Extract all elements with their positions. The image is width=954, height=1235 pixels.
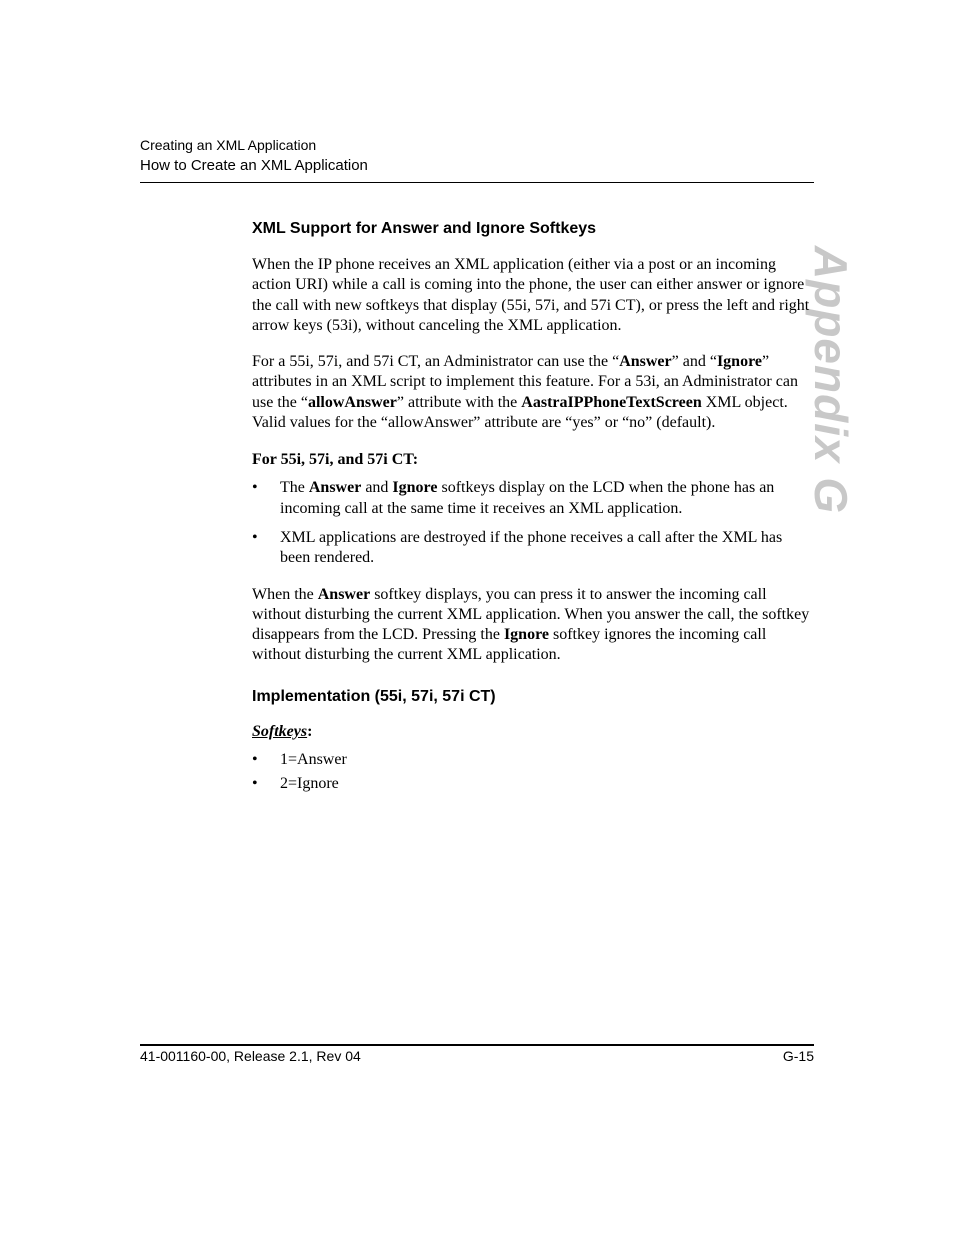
bullet-icon: • (252, 750, 258, 768)
section-heading: XML Support for Answer and Ignore Softkeys (252, 220, 597, 237)
models-bullet-list (252, 478, 814, 568)
softkeys-label: Softkeys: (252, 722, 313, 740)
list-item: • 1=Answer (252, 750, 347, 768)
softkeys-list (252, 750, 814, 794)
subheading-models: For 55i, 57i, and 57i CT: (252, 451, 419, 469)
list-item: • The Answer and Ignore softkeys display on the LCD when the phone has an incoming call at the same time it receives an XML application. (252, 479, 775, 517)
running-header-section: How to Create an XML Application (140, 157, 368, 174)
bullet-icon: • (252, 774, 258, 792)
bullet-icon: • (252, 479, 258, 497)
page-number: G-15 (782, 1048, 814, 1064)
answer-paragraph: When the Answer softkey displays, you can press it to answer the incoming call without disturbing the current XML application. When you answer the call, the softkey disappears from the LCD. Pressing the Ignore softkey ignores the incoming call without disturbing the current XML application. (252, 585, 810, 664)
implementation-heading: Implementation (55i, 57i, 57i CT) (252, 687, 496, 705)
footer-doc-id: 41-001160-00, Release 2.1, Rev 04 (140, 1048, 361, 1064)
page-content (252, 218, 814, 794)
appendix-sidebar-label: Appendix G (805, 246, 857, 515)
list-item: • XML applications are destroyed if the phone receives a call after the XML has been rendered. (252, 528, 783, 567)
header-rule (140, 182, 814, 183)
bullet-icon: • (252, 528, 258, 546)
running-header-chapter: Creating an XML Application (140, 137, 317, 153)
list-item: • 2=Ignore (252, 774, 339, 792)
intro-paragraph: When the IP phone receives an XML application (either via a post or an incoming action URI) while a call is coming into the phone, the user can either answer or ignore the call with new softkeys that display (55i, 57i, and 57i CT), or press the left and right arrow keys (53i), without canceling the XML application. (252, 256, 810, 334)
footer-rule (140, 1044, 814, 1046)
attributes-paragraph: For a 55i, 57i, and 57i CT, an Administrator can use the “Answer” and “Ignore” attributes in an XML script to implement this feature. For a 53i, an Administrator can use the “allowAnswer” attribute with the AastraIPPhoneTextScreen XML object. Valid values for the “allowAnswer” attribute are “yes” or “no” (default). (252, 353, 798, 432)
